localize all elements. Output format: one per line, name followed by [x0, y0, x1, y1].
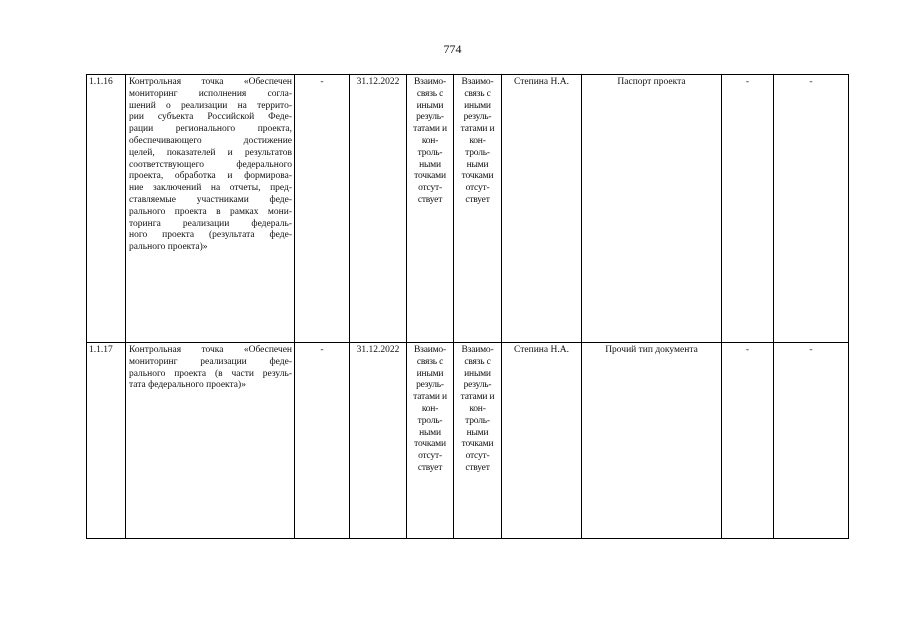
- cell-text-line: отсут-: [418, 183, 442, 194]
- cell-text-line: кон-: [421, 135, 439, 146]
- cell-text-line: Взаимо-: [414, 345, 446, 355]
- cell-info-system: [774, 75, 849, 343]
- cell-responsible-text: Степина Н.А.: [514, 345, 569, 355]
- cell-text-line: целей, показателей и результатов: [129, 147, 292, 158]
- cell-level-text: -: [745, 345, 750, 355]
- cell-info-system-text: -: [809, 345, 813, 355]
- cell-text-line: татами и: [460, 124, 495, 135]
- cell-text-line: ствует: [465, 194, 490, 205]
- cell-text-line: тата федерального проекта)»: [129, 380, 246, 391]
- cell-responsible: [502, 75, 582, 343]
- cell-text-line: кон-: [469, 135, 486, 146]
- cell-text-line: ставляемые участниками феде-: [129, 194, 292, 205]
- cell-text-line: татами и: [413, 124, 447, 135]
- cell-relation-prev: [407, 343, 454, 539]
- cell-text-line: резуль-: [463, 380, 492, 391]
- cell-text-line: резуль-: [416, 112, 444, 123]
- cell-info-system: [774, 343, 849, 539]
- cell-text-line: связь с: [464, 356, 491, 367]
- cell-end-date-text: 31.12.2022: [356, 345, 400, 355]
- cell-text-line: троль-: [417, 415, 443, 426]
- cell-info-system-text: -: [809, 77, 813, 87]
- cell-end-date-text: 31.12.2022: [356, 77, 400, 87]
- cell-text-line: иными: [416, 368, 444, 379]
- cell-text-line: ствует: [417, 462, 443, 473]
- cell-text-line: Контрольная точка «Обеспечен: [129, 77, 292, 87]
- table-body: [87, 75, 849, 539]
- cell-text-line: Взаимо-: [461, 345, 494, 355]
- cell-end-date: [350, 343, 407, 539]
- cell-description: [126, 343, 295, 539]
- cell-text-line: троль-: [417, 147, 443, 158]
- cell-number-text: 1.1.17: [89, 345, 113, 355]
- cell-text-line: точками: [461, 171, 494, 182]
- cell-level: [722, 343, 774, 539]
- cell-text-line: ными: [466, 159, 489, 170]
- cell-text-line: троль-: [465, 147, 490, 158]
- cell-description: [126, 75, 295, 343]
- cell-number: [87, 75, 126, 343]
- cell-text-line: ного проекта (результата феде-: [129, 230, 292, 241]
- cell-relation-prev: [407, 75, 454, 343]
- cell-text-line: ние заключений на отчеты, пред-: [129, 183, 292, 194]
- cell-text-line: проекта, обработка и формирова-: [129, 171, 292, 182]
- cell-relation-next: [454, 343, 502, 539]
- cell-responsible: [502, 343, 582, 539]
- cell-text-line: иными: [416, 100, 444, 111]
- cell-text-line: ствует: [417, 194, 443, 205]
- cell-text-line: связь с: [416, 356, 444, 367]
- cell-number-text: 1.1.16: [89, 77, 113, 87]
- cell-document-type-text: Паспорт проекта: [617, 77, 686, 87]
- cell-text-line: отсут-: [418, 451, 442, 462]
- cell-text-line: кон-: [469, 403, 486, 414]
- cell-text-line: татами и: [460, 392, 495, 403]
- cell-text-line: иными: [464, 368, 491, 379]
- cell-text-line: соответствующего федерального: [129, 159, 292, 170]
- cell-text-line: рального проекта)»: [129, 242, 208, 253]
- cell-text-line: обеспечивающего достижение: [129, 135, 292, 146]
- cell-level-text: -: [745, 77, 750, 87]
- cell-responsible-text: Степина Н.А.: [514, 77, 569, 87]
- cell-relation-next: [454, 75, 502, 343]
- cell-start-date: [295, 75, 350, 343]
- cell-text-line: торинга реализации федераль-: [129, 218, 292, 229]
- cell-text-line: связь с: [464, 88, 491, 99]
- cell-text-line: Взаимо-: [461, 77, 494, 87]
- cell-text-line: точками: [414, 171, 446, 182]
- table-row: [87, 75, 849, 343]
- table-row: [87, 343, 849, 539]
- cell-text-line: связь с: [416, 88, 444, 99]
- cell-text-line: рального проекта в рамках мони-: [129, 206, 292, 217]
- cell-text-line: резуль-: [416, 380, 444, 391]
- cell-text-line: кон-: [421, 403, 439, 414]
- cell-text-line: иными: [464, 100, 491, 111]
- cell-end-date: [350, 75, 407, 343]
- cell-text-line: Взаимо-: [414, 77, 446, 87]
- cell-text-line: шений о реализации на террито-: [129, 100, 292, 111]
- cell-text-line: Контрольная точка «Обеспечен: [129, 345, 292, 355]
- cell-text-line: рации регионального проекта,: [129, 124, 292, 135]
- cell-text-line: резуль-: [463, 112, 492, 123]
- cell-text-line: точками: [461, 439, 494, 450]
- cell-text-line: рии субъекта Российской Феде-: [129, 112, 292, 123]
- cell-document-type-text: Прочий тип документа: [605, 345, 698, 355]
- cell-text-line: мониторинг исполнения согла-: [129, 88, 292, 99]
- cell-text-line: ствует: [465, 462, 490, 473]
- cell-text-line: троль-: [465, 415, 490, 426]
- cell-start-date-text: -: [320, 345, 324, 355]
- cell-text-line: мониторинг реализации феде-: [129, 356, 292, 367]
- cell-text-line: рального проекта (в части резуль-: [129, 368, 292, 379]
- page-number: 774: [443, 42, 462, 56]
- cell-start-date-text: -: [320, 77, 324, 87]
- cell-start-date: [295, 343, 350, 539]
- cell-text-line: отсут-: [465, 183, 490, 194]
- cell-number: [87, 343, 126, 539]
- cell-text-line: ными: [419, 159, 441, 170]
- cell-level: [722, 75, 774, 343]
- cell-text-line: ными: [466, 427, 489, 438]
- cell-text-line: точками: [414, 439, 446, 450]
- cell-text-line: татами и: [413, 392, 447, 403]
- cell-document-type: [582, 75, 722, 343]
- cell-text-line: отсут-: [465, 451, 490, 462]
- cell-text-line: ными: [419, 427, 441, 438]
- control-points-table: [86, 74, 849, 539]
- cell-document-type: [582, 343, 722, 539]
